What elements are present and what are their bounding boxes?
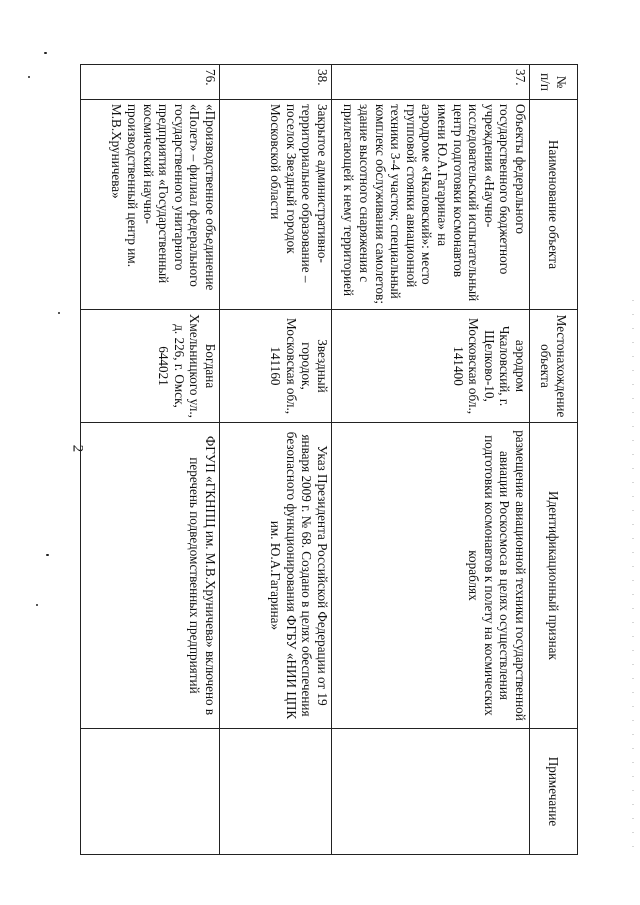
scan-speck	[46, 554, 49, 556]
scan-speck	[28, 76, 30, 78]
scan-artifact	[632, 300, 634, 860]
scan-speck	[58, 312, 60, 314]
header-feature: Идентификационный признак	[530, 423, 578, 729]
objects-table	[80, 64, 578, 855]
table-row	[332, 65, 530, 855]
row-feature: размещение авиационной техники государственной авиации Роскосмоса в целях осуществления подготовки космонавтов к полету на космических кораблях	[332, 423, 530, 729]
header-note: Примечание	[530, 729, 578, 855]
row-location: Звездный городок, Московская обл., 141160	[220, 310, 332, 423]
table-row	[220, 65, 332, 855]
row-note	[332, 729, 530, 855]
header-num: № п/п	[530, 65, 578, 100]
row-num: 76.	[81, 65, 220, 100]
row-feature: Указ Президента Российской Федерации от 19 января 2009 г. № 68. Создано в целях обеспечения безопасного функционирования ФГБУ «НИИ ЦПК им. Ю.А.Гагарина»	[220, 423, 332, 729]
row-name: Закрытое административно-территориальное образование – поселок Звездный городок Московской области	[220, 100, 332, 310]
rotated-page	[80, 64, 578, 854]
row-name: Объекты федерального государственного бюджетного учреждения «Научно-исследовательский испытательный центр подготовки космонавтов имени Ю.А.Гагарина» на аэродроме «Чкаловский»: место групповой стоянки авиационной техники 3-4 участок; специальный комплекс обслуживания самолетов; здание высотного снаряжения с прилегающей к нему территорией	[332, 100, 530, 310]
row-num: 37.	[332, 65, 530, 100]
table-header-row	[530, 65, 578, 855]
row-location: Богдана Хмельницкого ул., д. 226, г. Омск, 644021	[81, 310, 220, 423]
row-note	[220, 729, 332, 855]
row-note	[81, 729, 220, 855]
header-name: Наименование объекта	[530, 100, 578, 310]
scan-speck	[36, 604, 38, 606]
row-name: «Производственное объединение «Полет» – филиал федерального государственного унитарного предприятия «Государственный космический научно-производственный центр им. М.В.Хруничева»	[81, 100, 220, 310]
page-number: 2	[69, 444, 86, 453]
scan-speck	[44, 52, 47, 54]
row-location: аэродром Чкаловский, г. Щелково-10, Московская обл., 141400	[332, 310, 530, 423]
row-feature: ФГУП «ГКНПЦ им. М.В.Хруничева» включено в перечень подведомственных предприятий	[81, 423, 220, 729]
table-row	[81, 65, 220, 855]
row-num: 38.	[220, 65, 332, 100]
header-location: Местонахождение объекта	[530, 310, 578, 423]
